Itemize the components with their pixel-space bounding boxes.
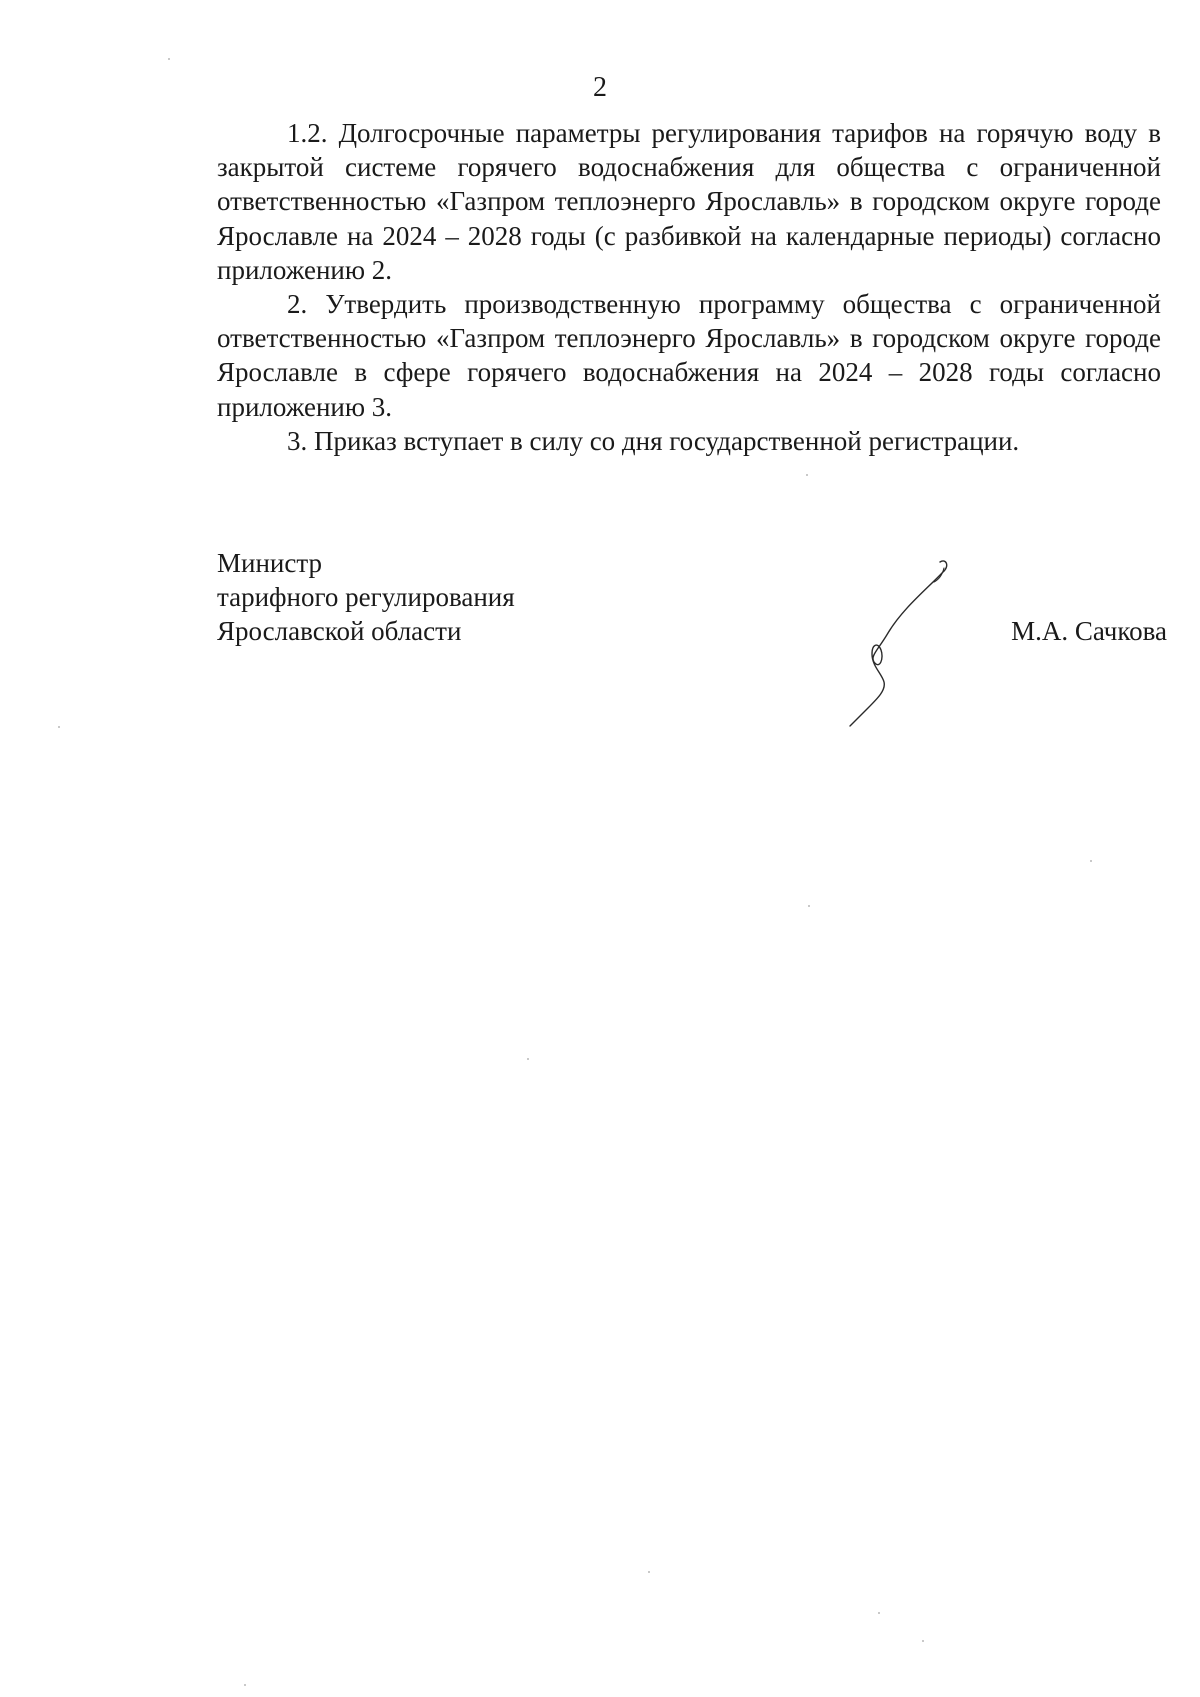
paragraph-1-2: 1.2. Долгосрочные параметры регулирования тарифов на горячую воду в закрытой системе горячего водоснабжения для общества с ограниченной ответственностью «Газпром теплоэнерго Ярославль» в городском округе городе Ярославле на 2024 – 2028 годы (с разбивкой на календарные периоды) согласно приложению 2. bbox=[217, 118, 1161, 285]
signer-position-line-1: Министр bbox=[217, 548, 322, 578]
signer-position-line-3: Ярославской области bbox=[217, 616, 462, 646]
signer-position-line-2: тарифного регулирования bbox=[217, 582, 515, 612]
scan-speck bbox=[244, 1684, 246, 1686]
scan-speck bbox=[808, 905, 810, 907]
document-body bbox=[217, 116, 1161, 458]
handwritten-signature bbox=[848, 558, 958, 728]
scan-speck bbox=[168, 58, 170, 60]
scan-speck bbox=[648, 1571, 650, 1573]
signer-name: М.А. Сачкова bbox=[1011, 616, 1167, 646]
scan-speck bbox=[58, 726, 60, 728]
page-number: 2 bbox=[593, 72, 607, 103]
scan-speck bbox=[1090, 860, 1092, 862]
scan-speck bbox=[806, 474, 808, 476]
scan-speck bbox=[922, 1640, 924, 1642]
signature-block bbox=[217, 546, 1167, 726]
paragraph-3: 3. Приказ вступает в силу со дня государственной регистрации. bbox=[287, 425, 1020, 456]
paragraph-2: 2. Утвердить производственную программу общества с ограниченной ответственностью «Газпром теплоэнерго Ярославль» в городском округе городе Ярославле в сфере горячего водоснабжения на 2024 – 2028 годы согласно приложению 3. bbox=[217, 289, 1161, 422]
signer-position bbox=[217, 546, 515, 648]
scan-speck bbox=[527, 1058, 529, 1060]
scan-speck bbox=[878, 1612, 880, 1614]
